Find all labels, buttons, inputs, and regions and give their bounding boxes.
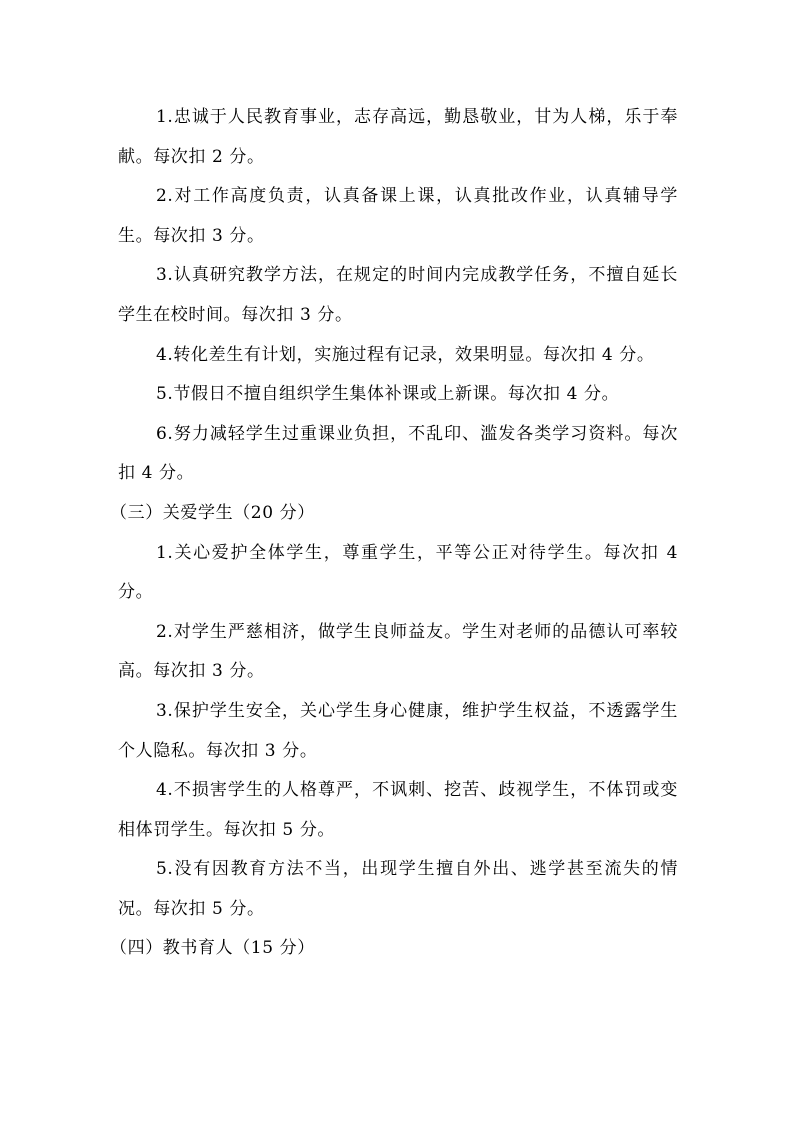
paragraph-item-1: 1.忠诚于人民教育事业，志存高远，勤恳敬业，甘为人梯，乐于奉献。每次扣 2 分。 — [118, 107, 678, 167]
paragraph-item-6: 6.努力减轻学生过重课业负担，不乱印、滥发各类学习资料。每次扣 4 分。 — [118, 423, 678, 484]
section-heading-teaching-and-educating: （四）教书育人（15 分） — [110, 938, 315, 959]
section3-item-3: 3.保护学生安全，关心学生身心健康，维护学生权益，不透露学生个人隐私。每次扣 3 分。 — [118, 700, 678, 761]
section3-item-2: 2.对学生严慈相济，做学生良师益友。学生对老师的品德认可率较高。每次扣 3 分。 — [118, 621, 678, 682]
section-heading-care-for-students: （三）关爱学生（20 分） — [110, 502, 315, 523]
document-body — [110, 98, 678, 969]
paragraph-item-5: 5.节假日不擅自组织学生集体补课或上新课。每次扣 4 分。 — [156, 384, 620, 405]
paragraph-item-4: 4.转化差生有计划，实施过程有记录，效果明显。每次扣 4 分。 — [156, 344, 655, 365]
paragraph-item-3: 3.认真研究教学方法，在规定的时间内完成教学任务，不擅自延长学生在校时间。每次扣 3 分。 — [118, 265, 678, 325]
section3-item-5: 5.没有因教育方法不当，出现学生擅自外出、逃学甚至流失的情况。每次扣 5 分。 — [118, 859, 678, 919]
paragraph-item-2: 2.对工作高度负责，认真备课上课，认真批改作业，认真辅导学生。每次扣 3 分。 — [118, 186, 678, 246]
section3-item-4: 4.不损害学生的人格尊严，不讽刺、挖苦、歧视学生，不体罚或变相体罚学生。每次扣 5 分。 — [118, 780, 678, 840]
section3-item-1: 1.关心爱护全体学生，尊重学生，平等公正对待学生。每次扣 4 分。 — [118, 542, 678, 603]
